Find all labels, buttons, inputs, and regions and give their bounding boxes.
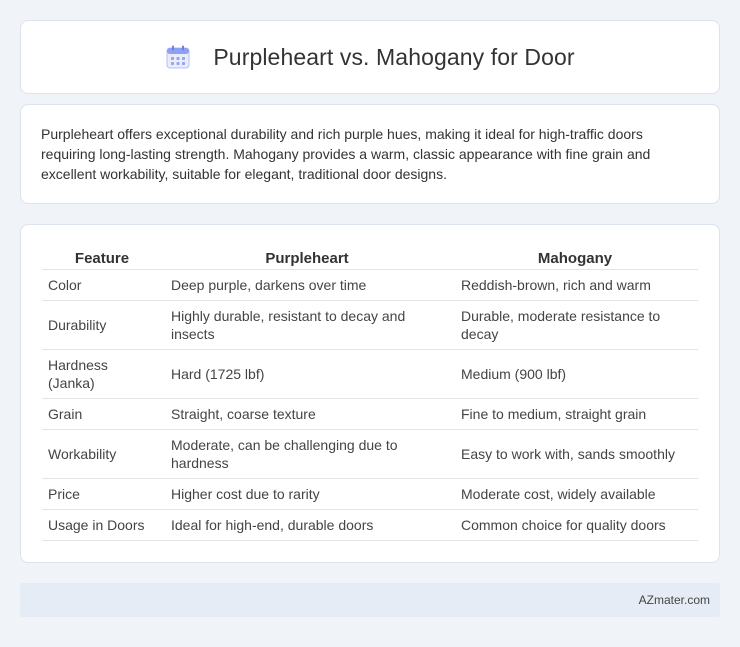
- table-row: [42, 301, 698, 350]
- feature-cell: Price: [42, 479, 162, 510]
- purpleheart-cell: Straight, coarse texture: [162, 399, 452, 430]
- mahogany-cell: Medium (900 lbf): [452, 350, 698, 399]
- header-mahogany: Mahogany: [452, 246, 698, 270]
- summary-text: Purpleheart offers exceptional durability and rich purple hues, making it ideal for high-traffic doors requiring long-lasting strength. Mahogany provides a warm, classic appearance with fine grain and excellent workability, suitable for elegant, traditional door designs.: [41, 126, 651, 182]
- header-feature: Feature: [42, 246, 162, 270]
- purpleheart-cell: Higher cost due to rarity: [162, 479, 452, 510]
- table-row: [42, 270, 698, 301]
- summary-card: [20, 104, 720, 204]
- mahogany-cell: Fine to medium, straight grain: [452, 399, 698, 430]
- table-row: [42, 510, 698, 541]
- mahogany-cell: Reddish-brown, rich and warm: [452, 270, 698, 301]
- purpleheart-cell: Deep purple, darkens over time: [162, 270, 452, 301]
- calendar-icon: [165, 44, 191, 70]
- table-row: [42, 350, 698, 399]
- title-card: [20, 20, 720, 94]
- mahogany-cell: Durable, moderate resistance to decay: [452, 301, 698, 350]
- purpleheart-cell: Highly durable, resistant to decay and insects: [162, 301, 452, 350]
- purpleheart-cell: Hard (1725 lbf): [162, 350, 452, 399]
- mahogany-cell: Easy to work with, sands smoothly: [452, 430, 698, 479]
- comparison-table: [42, 246, 698, 541]
- feature-cell: Workability: [42, 430, 162, 479]
- table-row: [42, 479, 698, 510]
- feature-cell: Durability: [42, 301, 162, 350]
- header-purpleheart: Purpleheart: [162, 246, 452, 270]
- table-row: [42, 430, 698, 479]
- mahogany-cell: Moderate cost, widely available: [452, 479, 698, 510]
- table-row: [42, 399, 698, 430]
- footer-site-link[interactable]: AZmater.com: [638, 593, 710, 607]
- purpleheart-cell: Ideal for high-end, durable doors: [162, 510, 452, 541]
- feature-cell: Color: [42, 270, 162, 301]
- footer: [20, 583, 720, 617]
- feature-cell: Usage in Doors: [42, 510, 162, 541]
- table-header-row: [42, 246, 698, 270]
- feature-cell: Grain: [42, 399, 162, 430]
- page-title: Purpleheart vs. Mahogany for Door: [213, 43, 575, 70]
- mahogany-cell: Common choice for quality doors: [452, 510, 698, 541]
- purpleheart-cell: Moderate, can be challenging due to hardness: [162, 430, 452, 479]
- feature-cell: Hardness (Janka): [42, 350, 162, 399]
- comparison-table-card: [20, 224, 720, 563]
